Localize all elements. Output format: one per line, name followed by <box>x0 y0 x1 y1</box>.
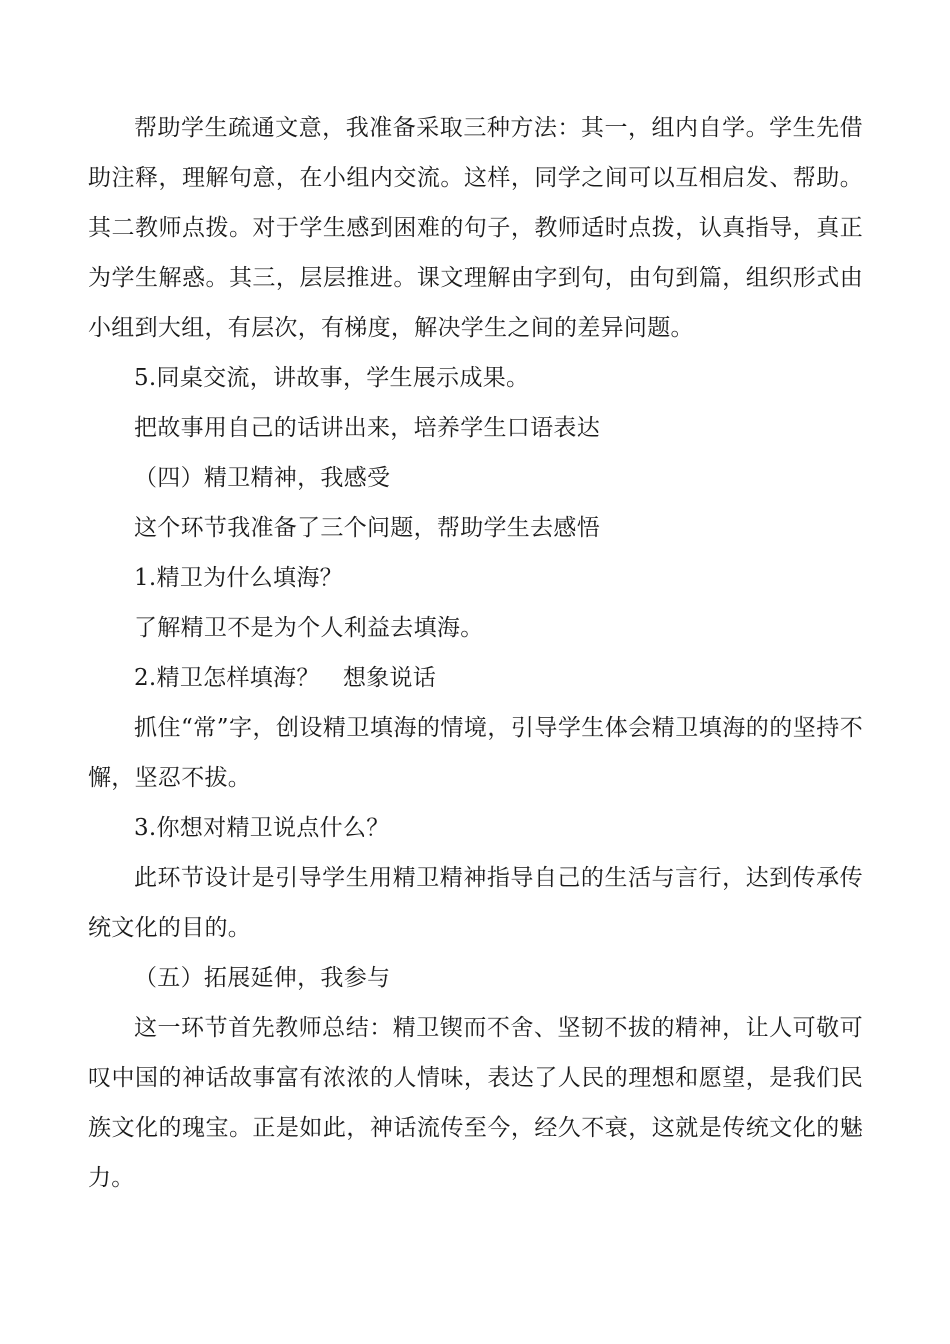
paragraph-summary: 这一环节首先教师总结：精卫锲而不舍、坚韧不拔的精神，让人可敬可叹中国的神话故事富有浓浓的人情味，表达了人民的理想和愿望，是我们民族文化的瑰宝。正是如此，神话流传至今，经久不衰，这就是传统文化的魅力。 <box>88 1015 863 1191</box>
answer-1: 了解精卫不是为个人利益去填海。 <box>134 615 484 641</box>
paragraph-three-questions: 这个环节我准备了三个问题，帮助学生去感悟 <box>134 515 600 541</box>
document-body <box>88 103 863 1203</box>
paragraph-step-5: 5.同桌交流，讲故事，学生展示成果。 <box>134 365 530 391</box>
question-3: 3.你想对精卫说点什么？ <box>134 815 390 841</box>
answer-2: 抓住“常”字，创设精卫填海的情境，引导学生体会精卫填海的的坚持不懈，坚忍不拔。 <box>88 715 863 791</box>
question-2: 2.精卫怎样填海？ 想象说话 <box>134 665 437 691</box>
section-heading-5: （五）拓展延伸，我参与 <box>134 965 391 991</box>
paragraph-storytelling: 把故事用自己的话讲出来，培养学生口语表达 <box>134 415 600 441</box>
question-1: 1.精卫为什么填海？ <box>134 565 343 591</box>
answer-3: 此环节设计是引导学生用精卫精神指导自己的生活与言行，达到传承传统文化的目的。 <box>88 865 863 941</box>
section-heading-4: （四）精卫精神，我感受 <box>134 465 391 491</box>
paragraph-methods: 帮助学生疏通文意，我准备采取三种方法：其一，组内自学。学生先借助注释，理解句意，在小组内交流。这样，同学之间可以互相启发、帮助。其二教师点拨。对于学生感到困难的句子，教师适时点拨，认真指导，真正为学生解惑。其三，层层推进。课文理解由字到句，由句到篇，组织形式由小组到大组，有层次，有梯度，解决学生之间的差异问题。 <box>88 115 863 341</box>
